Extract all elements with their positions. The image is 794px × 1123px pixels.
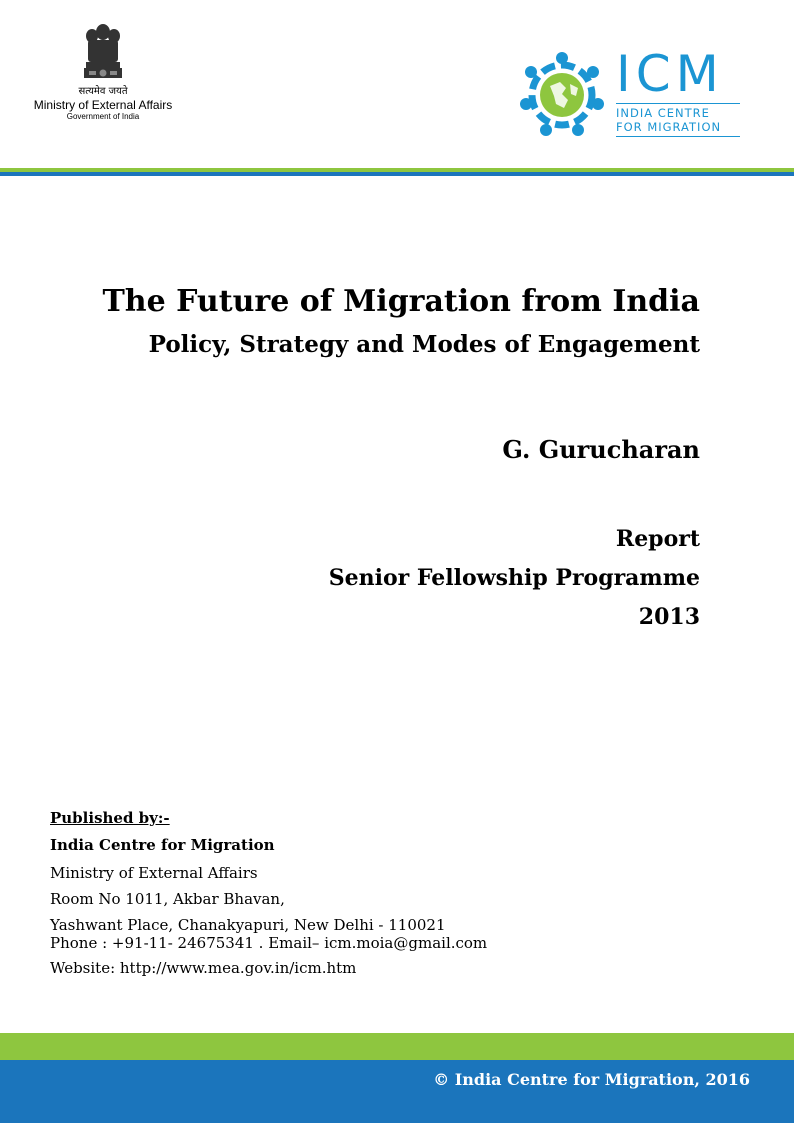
icm-acronym: ICM — [616, 45, 724, 103]
publisher-website: Website: http://www.mea.gov.in/icm.htm — [50, 959, 357, 977]
programme-name: Senior Fellowship Programme — [328, 565, 700, 591]
publisher-block — [50, 806, 487, 981]
title-block — [102, 282, 700, 362]
report-year: 2013 — [638, 604, 700, 630]
copyright-notice: © India Centre for Migration, 2016 — [433, 1070, 750, 1089]
globe-people-icon — [516, 48, 608, 140]
header — [0, 0, 794, 168]
publisher-room: Room No 1011, Akbar Bhavan, — [50, 890, 285, 908]
report-subtitle: Policy, Strategy and Modes of Engagement — [148, 331, 700, 358]
report-title: The Future of Migration from India — [102, 284, 700, 319]
published-by-label: Published by:- — [50, 809, 170, 827]
publisher-org: India Centre for Migration — [50, 836, 275, 854]
publisher-address: Yashwant Place, Chanakyapuri, New Delhi - 110021 — [50, 916, 446, 934]
header-blue-rule — [0, 172, 794, 176]
report-info — [329, 520, 700, 637]
mea-motto: सत्यमेव जयते — [78, 86, 128, 97]
icm-fullname-line1: INDIA CENTRE — [616, 106, 710, 120]
publisher-contact: Phone : +91-11- 24675341 . Email– icm.moia@gmail.com — [50, 934, 488, 952]
mea-logo — [28, 22, 178, 122]
national-emblem-icon — [78, 22, 128, 84]
footer-green-band — [0, 1033, 794, 1060]
author-name: G. Gurucharan — [502, 435, 700, 464]
publisher-ministry: Ministry of External Affairs — [50, 864, 258, 882]
mea-name: Ministry of External Affairs — [33, 98, 173, 112]
icm-logo — [516, 45, 756, 148]
icm-fullname — [616, 103, 740, 137]
mea-government-label: Government of India — [66, 112, 140, 121]
icm-fullname-line2: FOR MIGRATION — [616, 120, 722, 134]
report-label: Report — [615, 526, 700, 552]
